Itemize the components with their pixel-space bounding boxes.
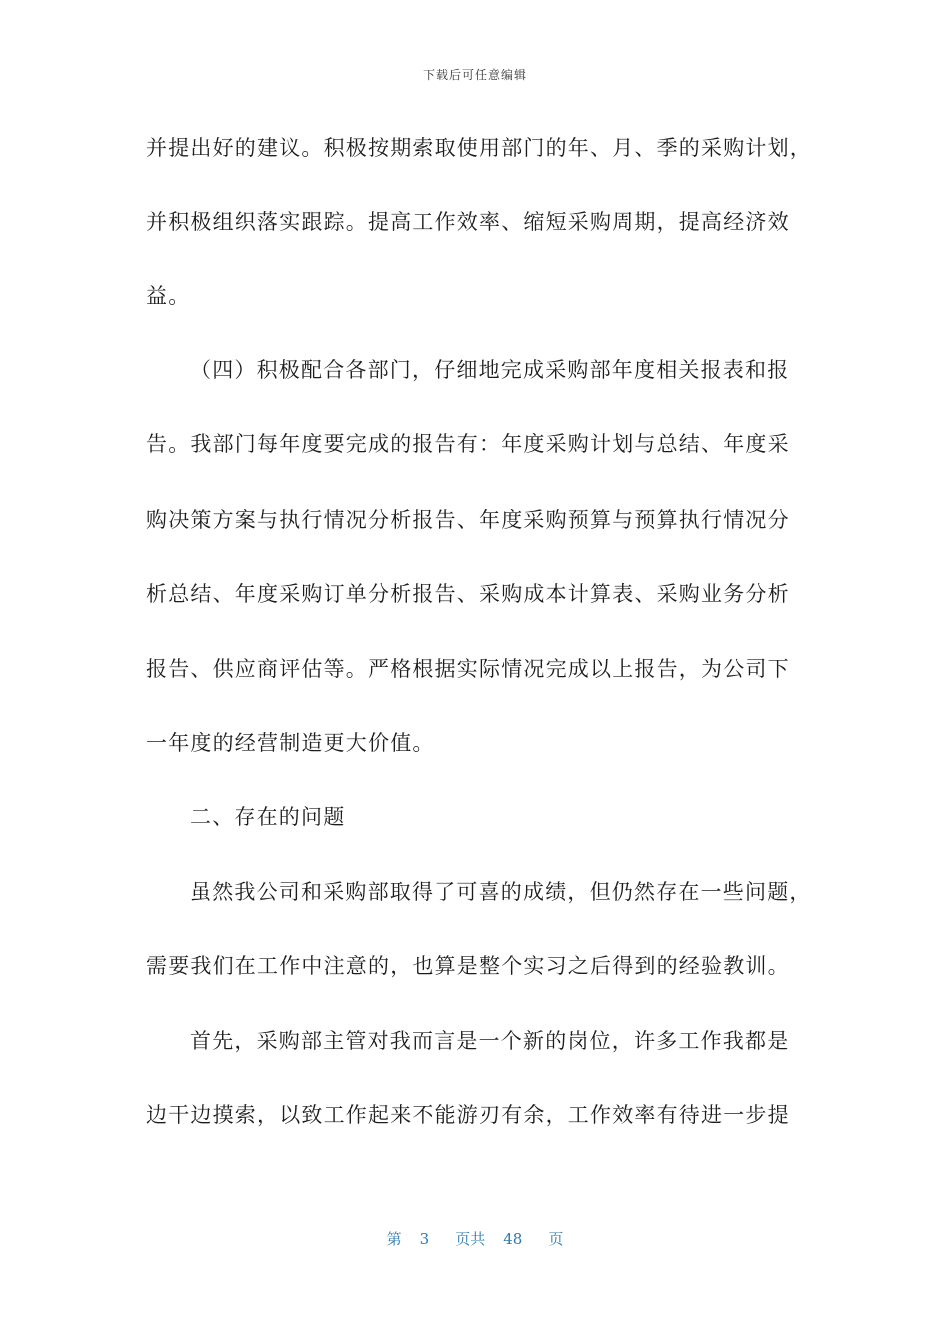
paragraph-line: 首先，采购部主管对我而言是一个新的岗位，许多工作我都是 [190,1029,790,1053]
footer-mid: 页共 [455,1230,486,1248]
paragraph-line: 报告、供应商评估等。严格根据实际情况完成以上报告，为公司下 [146,657,790,681]
paragraph-line: 购决策方案与执行情况分析报告、年度采购预算与预算执行情况分 [146,508,790,532]
page-footer [0,1228,950,1249]
paragraph-line: （四）积极配合各部门，仔细地完成采购部年度相关报表和报 [190,358,790,382]
paragraph-line: 边干边摸索，以致工作起来不能游刃有余，工作效率有待进一步提 [146,1103,790,1127]
paragraph-line: 一年度的经营制造更大价值。 [146,731,435,755]
paragraph-line: 虽然我公司和采购部取得了可喜的成绩，但仍然存在一些问题， [190,880,812,904]
page-header-note: 下载后可任意编辑 [422,68,527,82]
section-heading: 二、存在的问题 [190,805,346,829]
paragraph-line: 析总结、年度采购订单分析报告、采购成本计算表、采购业务分析 [146,582,790,606]
paragraph-line: 并提出好的建议。积极按期索取使用部门的年、月、季的采购计划， [146,136,812,160]
paragraph-line: 并积极组织落实跟踪。提高工作效率、缩短采购周期，提高经济效 [146,210,790,234]
current-page-number: 3 [419,1230,430,1248]
total-pages-number: 48 [503,1230,523,1248]
paragraph-line: 告。我部门每年度要完成的报告有：年度采购计划与总结、年度采 [146,432,790,456]
footer-suffix: 页 [548,1230,564,1248]
footer-prefix: 第 [386,1230,402,1248]
paragraph-line: 益。 [146,284,191,308]
paragraph-line: 需要我们在工作中注意的，也算是整个实习之后得到的经验教训。 [146,954,790,978]
